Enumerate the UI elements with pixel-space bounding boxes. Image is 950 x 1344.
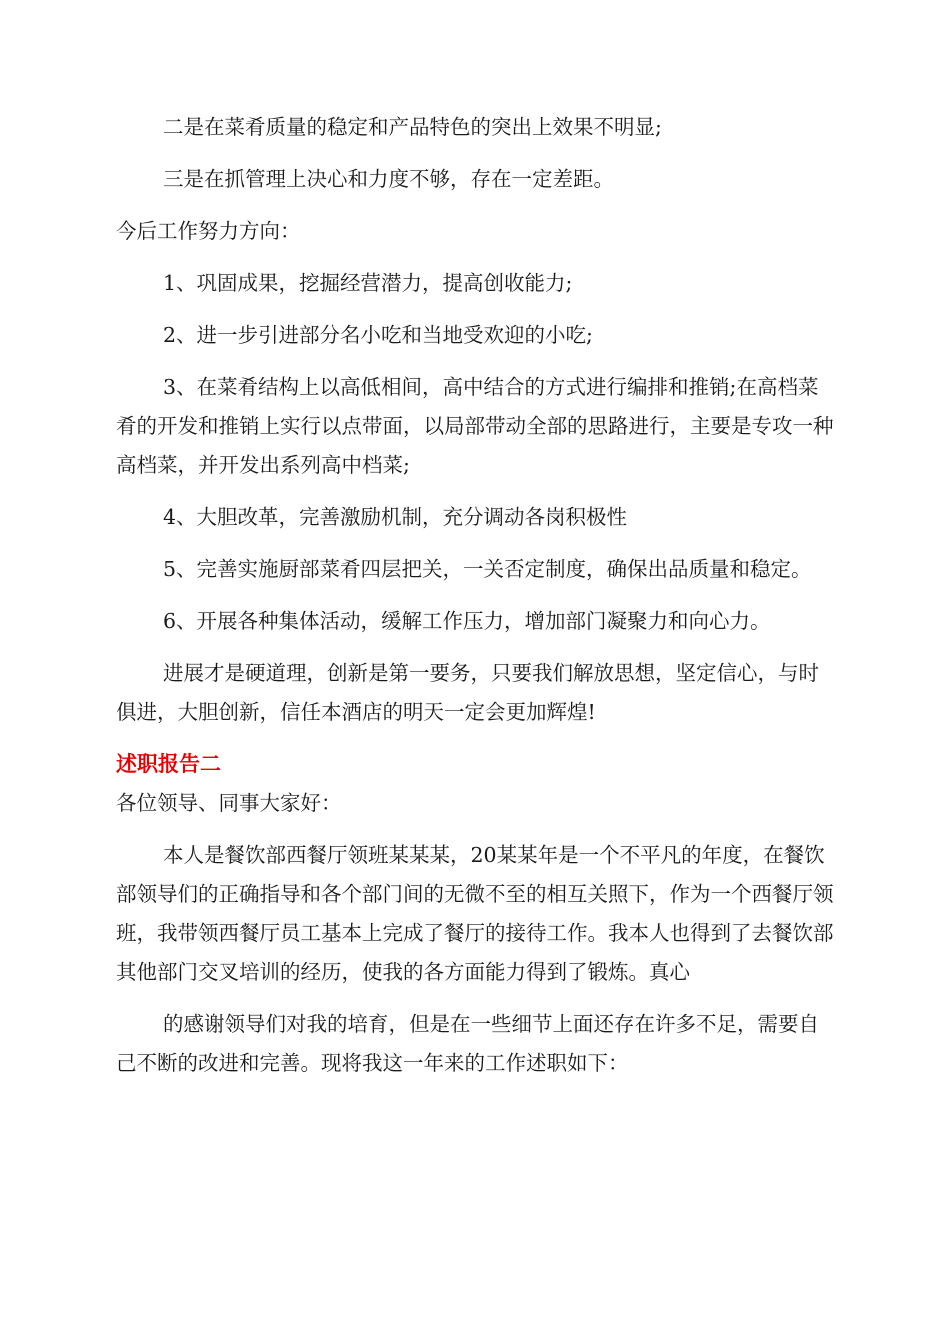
body-paragraph-1: 本人是餐饮部西餐厅领班某某某，20某某年是一个不平凡的年度，在餐饮部领导们的正确指导和各个部门间的无微不至的相互关照下，作为一个西餐厅领班，我带领西餐厅员工基本上完成了餐厅的接待工作。我本人也得到了去餐饮部其他部门交叉培训的经历，使我的各方面能力得到了锻炼。真心 <box>116 843 834 984</box>
direction-item-2: 2、进一步引进部分名小吃和当地受欢迎的小吃; <box>163 323 593 347</box>
body-paragraph-2: 的感谢领导们对我的培育，但是在一些细节上面还存在许多不足，需要自己不断的改进和完善。现将我这一年来的工作述职如下： <box>116 1012 819 1075</box>
direction-item-6: 6、开展各种集体活动，缓解工作压力，增加部门凝聚力和向心力。 <box>163 609 771 633</box>
greeting: 各位领导、同事大家好： <box>116 791 342 815</box>
paragraph-issue-3: 三是在抓管理上决心和力度不够，存在一定差距。 <box>163 167 614 191</box>
closing-paragraph: 进展才是硬道理，创新是第一要务，只要我们解放思想，坚定信心，与时俱进，大胆创新，信任本酒店的明天一定会更加辉煌! <box>116 661 819 724</box>
paragraph-issue-2: 二是在菜肴质量的稳定和产品特色的突出上效果不明显; <box>163 115 662 139</box>
direction-title: 今后工作努力方向： <box>116 219 301 243</box>
document-page <box>116 108 834 1083</box>
direction-item-3: 3、在菜肴结构上以高低相间，高中结合的方式进行编排和推销;在高档菜肴的开发和推销上实行以点带面，以局部带动全部的思路进行，主要是专攻一种高档菜，并开发出系列高中档菜; <box>116 375 834 477</box>
direction-item-4: 4、大胆改革，完善激励机制，充分调动各岗积极性 <box>163 505 628 529</box>
section-heading: 述职报告二 <box>116 752 221 776</box>
direction-item-1: 1、巩固成果，挖掘经营潜力，提高创收能力; <box>163 271 573 295</box>
direction-item-5: 5、完善实施厨部菜肴四层把关，一关否定制度，确保出品质量和稳定。 <box>163 557 812 581</box>
